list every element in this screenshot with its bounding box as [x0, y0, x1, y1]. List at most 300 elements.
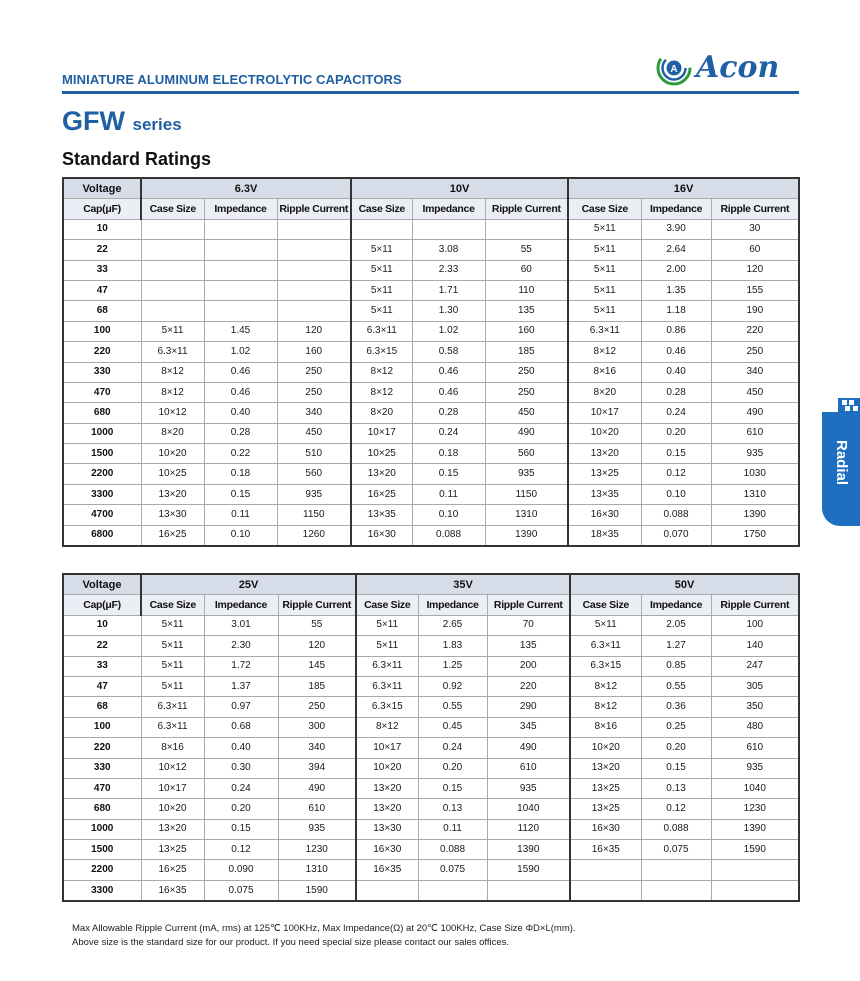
case-size-cell: 5×11: [568, 240, 641, 260]
impedance-header: Impedance: [412, 199, 485, 219]
ripple-current-cell: 185: [278, 676, 356, 696]
table-row: [63, 799, 799, 819]
ripple-current-cell: 935: [711, 758, 799, 778]
impedance-cell: 0.12: [641, 464, 711, 484]
case-size-cell: 8×16: [570, 717, 641, 737]
case-size-cell: 10×20: [141, 444, 204, 464]
footnote-conditions: Max Allowable Ripple Current (mA, rms) at 125℃ 100KHz, Max Impedance(Ω) at 20℃ 100KHz, Case Size ΦD×L(mm).: [72, 923, 576, 934]
ripple-current-cell: 1590: [487, 860, 570, 880]
case-size-cell: 13×25: [141, 840, 204, 860]
impedance-cell: 0.24: [412, 423, 485, 443]
ripple-current-cell: 250: [278, 697, 356, 717]
table-row: [63, 403, 799, 423]
case-size-cell: 16×30: [356, 840, 418, 860]
side-tab-label: Radial: [832, 439, 850, 485]
impedance-cell: [204, 280, 277, 300]
ripple-current-cell: 935: [277, 484, 351, 504]
ripple-current-cell: 1310: [485, 505, 568, 525]
case-size-cell: 16×30: [351, 525, 412, 546]
case-size-cell: 5×11: [141, 615, 204, 635]
case-size-cell: 13×25: [570, 799, 641, 819]
case-size-cell: 5×11: [568, 260, 641, 280]
ripple-current-cell: 340: [711, 362, 799, 382]
impedance-cell: 2.05: [641, 615, 711, 635]
impedance-cell: 0.15: [412, 464, 485, 484]
impedance-cell: 0.18: [412, 444, 485, 464]
ripple-current-header: Ripple Current: [278, 595, 356, 615]
impedance-cell: 3.08: [412, 240, 485, 260]
impedance-cell: 0.20: [641, 423, 711, 443]
ripple-current-cell: [711, 860, 799, 880]
impedance-header: Impedance: [204, 595, 278, 615]
voltage-group-header: 6.3V: [141, 178, 351, 199]
ripple-current-cell: 1590: [278, 880, 356, 901]
ripple-current-header: Ripple Current: [277, 199, 351, 219]
impedance-cell: 1.83: [418, 636, 487, 656]
capacitance-cell: 10: [63, 219, 141, 239]
case-size-header: Case Size: [351, 199, 412, 219]
voltage-group-header: 35V: [356, 574, 570, 595]
case-size-cell: 5×11: [568, 219, 641, 239]
case-size-cell: 8×20: [568, 382, 641, 402]
case-size-cell: [356, 880, 418, 901]
case-size-cell: [141, 301, 204, 321]
case-size-cell: [570, 860, 641, 880]
capacitance-cell: 6800: [63, 525, 141, 546]
impedance-cell: 0.12: [641, 799, 711, 819]
capacitance-cell: 220: [63, 738, 141, 758]
impedance-cell: 0.36: [641, 697, 711, 717]
capacitance-cell: 330: [63, 362, 141, 382]
capacitance-cell: 22: [63, 636, 141, 656]
impedance-cell: 0.15: [204, 819, 278, 839]
ripple-current-cell: [277, 301, 351, 321]
impedance-cell: 0.13: [641, 778, 711, 798]
impedance-cell: 1.25: [418, 656, 487, 676]
case-size-header: Case Size: [568, 199, 641, 219]
ripple-current-cell: [277, 260, 351, 280]
capacitance-cell: 4700: [63, 505, 141, 525]
ripple-current-cell: 250: [485, 362, 568, 382]
ripple-current-cell: [485, 219, 568, 239]
table-row: [63, 382, 799, 402]
ripple-current-cell: 30: [711, 219, 799, 239]
impedance-cell: 0.20: [641, 738, 711, 758]
impedance-cell: 0.85: [641, 656, 711, 676]
impedance-cell: [204, 301, 277, 321]
case-size-cell: 8×12: [351, 362, 412, 382]
ripple-current-cell: 250: [711, 342, 799, 362]
case-size-cell: 13×20: [570, 758, 641, 778]
case-size-cell: 16×35: [356, 860, 418, 880]
ripple-current-cell: 1390: [711, 819, 799, 839]
capacitance-cell: 470: [63, 382, 141, 402]
case-size-cell: 16×35: [570, 840, 641, 860]
ripple-current-cell: 70: [487, 615, 570, 635]
impedance-cell: 2.64: [641, 240, 711, 260]
impedance-cell: 0.68: [204, 717, 278, 737]
case-size-cell: 13×20: [356, 778, 418, 798]
case-size-cell: 10×20: [141, 799, 204, 819]
table-row: [63, 444, 799, 464]
case-size-cell: 5×11: [351, 260, 412, 280]
table-row: [63, 697, 799, 717]
case-size-cell: 16×35: [141, 880, 204, 901]
ripple-current-cell: 1390: [487, 840, 570, 860]
voltage-header: Voltage: [63, 178, 141, 199]
ripple-current-cell: 155: [711, 280, 799, 300]
case-size-cell: 8×20: [141, 423, 204, 443]
ripple-current-cell: 220: [711, 321, 799, 341]
case-size-cell: 10×20: [570, 738, 641, 758]
ripple-current-cell: 55: [278, 615, 356, 635]
capacitance-cell: 33: [63, 656, 141, 676]
impedance-cell: 0.46: [204, 362, 277, 382]
case-size-cell: 6.3×11: [141, 342, 204, 362]
case-size-cell: 13×20: [568, 444, 641, 464]
impedance-cell: [204, 240, 277, 260]
ripple-current-cell: 1230: [278, 840, 356, 860]
table-row: [63, 840, 799, 860]
impedance-cell: 0.10: [412, 505, 485, 525]
table-row: [63, 484, 799, 504]
ripple-current-cell: 250: [485, 382, 568, 402]
impedance-cell: 1.71: [412, 280, 485, 300]
ripple-current-cell: 490: [487, 738, 570, 758]
case-size-cell: 8×12: [568, 342, 641, 362]
capacitance-cell: 470: [63, 778, 141, 798]
case-size-cell: 5×11: [568, 280, 641, 300]
ripple-current-cell: 560: [277, 464, 351, 484]
case-size-cell: 8×16: [568, 362, 641, 382]
case-size-cell: 16×25: [141, 860, 204, 880]
ripple-current-cell: 247: [711, 656, 799, 676]
impedance-cell: 0.070: [641, 525, 711, 546]
series-suffix: series: [132, 115, 182, 134]
impedance-cell: 0.13: [418, 799, 487, 819]
impedance-cell: 0.088: [641, 505, 711, 525]
acon-spiral-logo-icon: [656, 50, 692, 86]
capacitance-cell: 1500: [63, 444, 141, 464]
table-row: [63, 362, 799, 382]
impedance-cell: 0.15: [204, 484, 277, 504]
table-row: [63, 280, 799, 300]
ripple-current-header: Ripple Current: [485, 199, 568, 219]
case-size-cell: 16×30: [568, 505, 641, 525]
table-row: [63, 860, 799, 880]
capacitance-cell: 68: [63, 697, 141, 717]
series-title: [62, 104, 182, 142]
ripple-current-cell: 1390: [485, 525, 568, 546]
impedance-cell: 0.97: [204, 697, 278, 717]
impedance-cell: 0.11: [418, 819, 487, 839]
ripple-current-cell: 100: [711, 615, 799, 635]
ripple-current-cell: 1260: [277, 525, 351, 546]
impedance-cell: 0.86: [641, 321, 711, 341]
capacitance-cell: 33: [63, 260, 141, 280]
ripple-current-cell: 350: [711, 697, 799, 717]
ripple-current-cell: 135: [487, 636, 570, 656]
ripple-current-cell: 55: [485, 240, 568, 260]
impedance-cell: 0.15: [641, 758, 711, 778]
ripple-current-cell: 1120: [487, 819, 570, 839]
ripple-current-cell: 1150: [485, 484, 568, 504]
table-row: [63, 505, 799, 525]
impedance-cell: 0.46: [412, 382, 485, 402]
table-row: [63, 819, 799, 839]
table-row: [63, 738, 799, 758]
case-size-cell: 6.3×11: [356, 656, 418, 676]
capacitance-cell: 100: [63, 321, 141, 341]
capacitance-cell: 47: [63, 280, 141, 300]
capacitance-cell: 330: [63, 758, 141, 778]
impedance-cell: 0.088: [412, 525, 485, 546]
capacitance-cell: 3300: [63, 880, 141, 901]
table-row: [63, 342, 799, 362]
table-row: [63, 321, 799, 341]
impedance-cell: 0.088: [641, 819, 711, 839]
case-size-cell: 5×11: [351, 240, 412, 260]
ripple-current-cell: 490: [278, 778, 356, 798]
case-size-cell: 8×12: [570, 697, 641, 717]
impedance-cell: 0.075: [641, 840, 711, 860]
impedance-cell: 0.075: [418, 860, 487, 880]
case-size-cell: 6.3×15: [570, 656, 641, 676]
capacitance-cell: 220: [63, 342, 141, 362]
ripple-current-cell: 140: [711, 636, 799, 656]
case-size-cell: 6.3×15: [351, 342, 412, 362]
impedance-cell: 1.72: [204, 656, 278, 676]
impedance-cell: [418, 880, 487, 901]
ripple-current-cell: 610: [278, 799, 356, 819]
case-size-cell: 5×11: [141, 676, 204, 696]
case-size-cell: 16×25: [141, 525, 204, 546]
impedance-cell: 1.30: [412, 301, 485, 321]
case-size-cell: [351, 219, 412, 239]
impedance-cell: 0.20: [204, 799, 278, 819]
ripple-current-header: Ripple Current: [711, 595, 799, 615]
ripple-current-cell: 300: [278, 717, 356, 737]
impedance-header: Impedance: [204, 199, 277, 219]
ripple-current-cell: 60: [485, 260, 568, 280]
capacitance-cell: 2200: [63, 860, 141, 880]
case-size-cell: 13×35: [568, 484, 641, 504]
ripple-current-cell: 1310: [711, 484, 799, 504]
case-size-cell: 6.3×11: [356, 676, 418, 696]
impedance-cell: 0.11: [412, 484, 485, 504]
case-size-cell: [141, 260, 204, 280]
capacitance-cell: 3300: [63, 484, 141, 504]
radial-side-tab: [822, 398, 860, 526]
ripple-current-cell: 1590: [711, 840, 799, 860]
ripple-current-cell: 935: [487, 778, 570, 798]
case-size-cell: 8×12: [570, 676, 641, 696]
impedance-cell: 0.24: [418, 738, 487, 758]
impedance-cell: 0.45: [418, 717, 487, 737]
case-size-cell: 6.3×11: [568, 321, 641, 341]
impedance-cell: 0.28: [412, 403, 485, 423]
impedance-cell: 0.25: [641, 717, 711, 737]
ripple-current-cell: 160: [485, 321, 568, 341]
capacitance-header: Cap(μF): [63, 595, 141, 615]
case-size-cell: 13×25: [568, 464, 641, 484]
ripple-current-cell: 450: [277, 423, 351, 443]
impedance-cell: [204, 219, 277, 239]
category-title: MINIATURE ALUMINUM ELECTROLYTIC CAPACITORS: [62, 72, 402, 87]
voltage-header: Voltage: [63, 574, 141, 595]
case-size-cell: 5×11: [141, 321, 204, 341]
impedance-cell: 0.11: [204, 505, 277, 525]
voltage-group-header: 25V: [141, 574, 356, 595]
case-size-cell: 18×35: [568, 525, 641, 546]
ripple-current-cell: 120: [711, 260, 799, 280]
ripple-current-cell: 145: [278, 656, 356, 676]
impedance-cell: 0.24: [204, 778, 278, 798]
impedance-cell: [641, 880, 711, 901]
table-body: [63, 178, 799, 546]
case-size-cell: 8×12: [356, 717, 418, 737]
ripple-current-cell: 1750: [711, 525, 799, 546]
table-row: [63, 717, 799, 737]
impedance-cell: 0.40: [204, 738, 278, 758]
series-name: GFW: [62, 106, 125, 136]
impedance-cell: 1.02: [204, 342, 277, 362]
ripple-current-cell: 120: [278, 636, 356, 656]
table-row: [63, 656, 799, 676]
ripple-current-cell: 510: [277, 444, 351, 464]
case-size-header: Case Size: [141, 595, 204, 615]
case-size-cell: 5×11: [351, 280, 412, 300]
impedance-cell: 0.088: [418, 840, 487, 860]
impedance-cell: 0.58: [412, 342, 485, 362]
case-size-cell: 13×25: [570, 778, 641, 798]
ripple-current-cell: 160: [277, 342, 351, 362]
capacitance-cell: 100: [63, 717, 141, 737]
case-size-cell: [141, 240, 204, 260]
case-size-cell: 6.3×11: [570, 636, 641, 656]
ripple-current-cell: [277, 219, 351, 239]
impedance-cell: 2.00: [641, 260, 711, 280]
case-size-cell: 13×20: [141, 819, 204, 839]
ripple-current-cell: 200: [487, 656, 570, 676]
case-size-cell: 5×11: [351, 301, 412, 321]
impedance-cell: 0.46: [204, 382, 277, 402]
impedance-cell: 1.45: [204, 321, 277, 341]
ripple-current-cell: 560: [485, 444, 568, 464]
impedance-cell: 0.30: [204, 758, 278, 778]
table-row: [63, 301, 799, 321]
table-body: [63, 574, 799, 901]
ripple-current-cell: 220: [487, 676, 570, 696]
capacitance-cell: 2200: [63, 464, 141, 484]
impedance-header: Impedance: [641, 199, 711, 219]
header-rule: [62, 91, 799, 94]
impedance-cell: 2.30: [204, 636, 278, 656]
ripple-current-cell: [277, 240, 351, 260]
ripple-current-header: Ripple Current: [487, 595, 570, 615]
case-size-cell: 8×20: [351, 403, 412, 423]
impedance-cell: 0.15: [418, 778, 487, 798]
capacitance-cell: 1000: [63, 423, 141, 443]
impedance-cell: 1.18: [641, 301, 711, 321]
impedance-header: Impedance: [418, 595, 487, 615]
case-size-cell: 8×16: [141, 738, 204, 758]
case-size-cell: 13×30: [356, 819, 418, 839]
ripple-current-cell: 490: [485, 423, 568, 443]
voltage-group-header: 10V: [351, 178, 568, 199]
case-size-cell: 6.3×11: [141, 697, 204, 717]
impedance-cell: 0.46: [412, 362, 485, 382]
ratings-table-low-voltage: [62, 177, 800, 547]
ripple-current-cell: 1310: [278, 860, 356, 880]
table-row: [63, 676, 799, 696]
impedance-cell: 0.18: [204, 464, 277, 484]
impedance-cell: 0.10: [204, 525, 277, 546]
capacitance-cell: 10: [63, 615, 141, 635]
ripple-current-cell: 935: [711, 444, 799, 464]
ripple-current-cell: 250: [277, 362, 351, 382]
impedance-cell: 1.02: [412, 321, 485, 341]
voltage-group-header: 16V: [568, 178, 799, 199]
case-size-cell: 10×25: [141, 464, 204, 484]
case-size-cell: 10×20: [568, 423, 641, 443]
case-size-cell: 5×11: [356, 636, 418, 656]
case-size-cell: 10×25: [351, 444, 412, 464]
ratings-table-high-voltage: [62, 573, 800, 902]
ripple-current-cell: [487, 880, 570, 901]
table-row: [63, 240, 799, 260]
table-row: [63, 758, 799, 778]
case-size-cell: [141, 219, 204, 239]
ripple-current-cell: 1040: [711, 778, 799, 798]
ripple-current-cell: 190: [711, 301, 799, 321]
ripple-current-cell: 120: [277, 321, 351, 341]
impedance-cell: 2.33: [412, 260, 485, 280]
case-size-cell: 8×12: [141, 382, 204, 402]
capacitance-cell: 1500: [63, 840, 141, 860]
impedance-cell: 0.40: [204, 403, 277, 423]
case-size-cell: 16×30: [570, 819, 641, 839]
ripple-current-cell: 394: [278, 758, 356, 778]
case-size-cell: 6.3×11: [141, 717, 204, 737]
table-row: [63, 464, 799, 484]
ripple-current-cell: 935: [485, 464, 568, 484]
ripple-current-cell: 1390: [711, 505, 799, 525]
impedance-cell: 0.28: [204, 423, 277, 443]
ripple-current-cell: 250: [277, 382, 351, 402]
case-size-cell: [141, 280, 204, 300]
table-row: [63, 880, 799, 901]
capacitance-cell: 680: [63, 799, 141, 819]
case-size-cell: [570, 880, 641, 901]
case-size-cell: 10×17: [568, 403, 641, 423]
ripple-current-cell: 450: [485, 403, 568, 423]
impedance-cell: 2.65: [418, 615, 487, 635]
case-size-cell: 13×20: [141, 484, 204, 504]
ripple-current-cell: 340: [277, 403, 351, 423]
impedance-cell: 0.55: [641, 676, 711, 696]
case-size-cell: 8×12: [351, 382, 412, 402]
impedance-cell: 0.090: [204, 860, 278, 880]
table-row: [63, 615, 799, 635]
case-size-cell: 10×17: [356, 738, 418, 758]
case-size-cell: 13×20: [356, 799, 418, 819]
impedance-cell: [641, 860, 711, 880]
logo-text: Acon: [696, 50, 780, 85]
case-size-cell: 10×12: [141, 758, 204, 778]
case-size-cell: 5×11: [356, 615, 418, 635]
capacitance-cell: 1000: [63, 819, 141, 839]
